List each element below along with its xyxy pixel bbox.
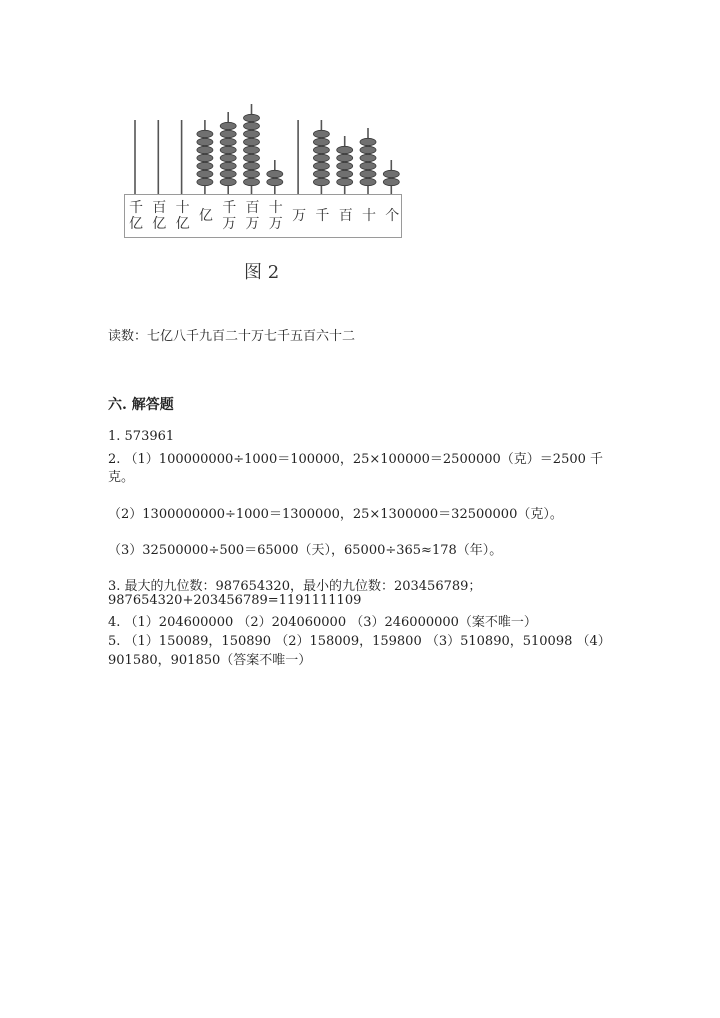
- abacus-bead: [360, 162, 376, 169]
- abacus-bead: [383, 170, 399, 177]
- abacus-bead: [244, 130, 260, 137]
- abacus-bead: [267, 170, 283, 177]
- abacus-bead: [313, 170, 329, 177]
- abacus-bead: [197, 178, 213, 185]
- abacus-bead: [197, 130, 213, 137]
- abacus-bead: [360, 146, 376, 153]
- abacus-bead: [313, 130, 329, 137]
- place-label: 千万: [222, 200, 237, 232]
- abacus-bead: [313, 146, 329, 153]
- abacus-bead: [244, 170, 260, 177]
- abacus-bead: [244, 154, 260, 161]
- place-label: 千: [315, 208, 330, 224]
- abacus-bead: [197, 146, 213, 153]
- abacus-bead: [337, 154, 353, 161]
- abacus-bead: [220, 130, 236, 137]
- abacus-bead: [337, 146, 353, 153]
- place-label: 万: [292, 208, 307, 224]
- abacus-bead: [220, 146, 236, 153]
- abacus-bead: [313, 154, 329, 161]
- abacus-rods: [124, 92, 404, 196]
- answer-4: 4. （1）204600000 （2）204060000 （3）246000000（案不唯一）: [108, 615, 537, 630]
- place-label: 千亿: [129, 200, 143, 232]
- abacus-bead: [360, 154, 376, 161]
- abacus-bead: [313, 138, 329, 145]
- answer-5-line-2: 901580，901850（答案不唯一）: [108, 653, 312, 668]
- abacus-bead: [197, 170, 213, 177]
- abacus-bead: [197, 162, 213, 169]
- abacus-bead: [337, 178, 353, 185]
- abacus-bead: [220, 122, 236, 129]
- answer-3-line-1: 3. 最大的九位数：987654320，最小的九位数：203456789；: [108, 579, 482, 594]
- answer-2-line-1: 2. （1）100000000÷1000＝100000，25×100000＝2500000（克）＝2500 千: [108, 452, 604, 467]
- abacus-bead: [244, 178, 260, 185]
- place-label: 十万: [268, 200, 283, 232]
- abacus-bead: [313, 178, 329, 185]
- abacus-bead: [360, 170, 376, 177]
- abacus-bead: [383, 178, 399, 185]
- place-label: 十: [362, 208, 376, 224]
- answer-1: 1. 573961: [108, 429, 175, 444]
- answer-2-line-2: 克。: [108, 470, 135, 485]
- place-label: 百万: [245, 200, 260, 232]
- abacus-bead: [220, 178, 236, 185]
- abacus-bead: [244, 162, 260, 169]
- place-label: 亿: [198, 208, 213, 224]
- place-value-labels: [124, 194, 402, 238]
- abacus-bead: [220, 138, 236, 145]
- abacus-bead: [360, 138, 376, 145]
- abacus-bead: [220, 162, 236, 169]
- abacus-bead: [220, 170, 236, 177]
- abacus-bead: [313, 162, 329, 169]
- abacus-bead: [244, 146, 260, 153]
- answer-5-line-1: 5. （1）150089，150890 （2）158009，159800 （3）510890，510098 （4）: [108, 634, 611, 649]
- figure-caption: 图 2: [244, 262, 280, 283]
- abacus-bead: [244, 122, 260, 129]
- answer-3-line-2: 987654320+203456789=1191111109: [108, 593, 362, 608]
- abacus-bead: [197, 138, 213, 145]
- abacus-bead: [337, 162, 353, 169]
- answer-2-part-2: （2）1300000000÷1000＝1300000，25×1300000＝32500000（克）。: [108, 507, 563, 522]
- section-title: 六. 解答题: [108, 397, 174, 413]
- abacus-bead: [197, 154, 213, 161]
- abacus-figure: [124, 92, 404, 240]
- place-label: 百亿: [152, 200, 167, 232]
- abacus-bead: [220, 154, 236, 161]
- abacus-bead: [244, 138, 260, 145]
- abacus-bead: [267, 178, 283, 185]
- place-label: 百: [338, 208, 353, 224]
- abacus-bead: [337, 170, 353, 177]
- place-label: 个: [385, 208, 400, 224]
- reading-text: 读数：七亿八千九百二十万七千五百六十二: [108, 329, 356, 344]
- abacus-bead: [244, 114, 260, 121]
- answer-2-part-3: （3）32500000÷500＝65000（天），65000÷365≈178（年）。: [108, 543, 503, 558]
- abacus-bead: [360, 178, 376, 185]
- place-label: 十亿: [175, 200, 190, 232]
